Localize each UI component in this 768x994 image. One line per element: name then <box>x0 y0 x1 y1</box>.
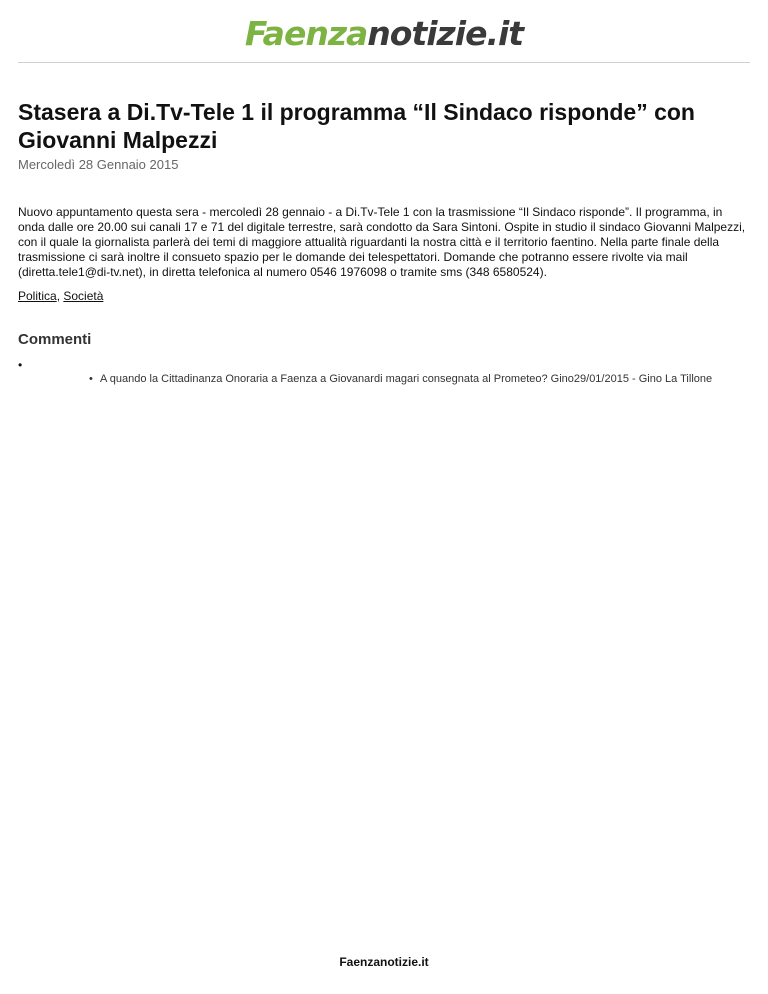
article-tags <box>18 289 103 304</box>
tag-separator: , <box>56 289 64 303</box>
article-title: Stasera a Di.Tv-Tele 1 il programma “Il Sindaco risponde” con Giovanni Malpezzi <box>18 99 695 153</box>
article-date: Mercoledì 28 Gennaio 2015 <box>18 157 179 172</box>
footer-site-name: Faenzanotizie.it <box>339 955 429 969</box>
comments-heading: Commenti <box>18 331 92 348</box>
logo-text-faenza: Faenza <box>244 14 368 53</box>
site-logo[interactable] <box>245 14 523 54</box>
masthead <box>18 0 750 63</box>
tag-link-politica[interactable]: Politica <box>18 289 57 303</box>
logo-text-notizie: notizie.it <box>367 14 524 53</box>
article-body: Nuovo appuntamento questa sera - mercoledì 28 gennaio - a Di.Tv-Tele 1 con la trasmissione “Il Sindaco risponde”. Il programma, in onda dalle ore 20.00 sui canali 17 e 71 del digitale terrestre, sarà condotto da Sara Sintoni. Ospite in studio il sindaco Giovanni Malpezzi, con il quale la giornalista parlerà dei temi di maggiore attualità riguardanti la nostra città e il territorio faentino. Nella parte finale della trasmissione ci sarà inoltre il consueto spazio per le domande dei telespettatori. Domande che potranno essere rivolte via mail (diretta.tele1@di-tv.net), in diretta telefonica al numero 0546 1976098 o tramite sms (348 6580524). <box>18 205 746 279</box>
tag-link-societa[interactable]: Società <box>63 289 104 303</box>
comment-replies <box>88 372 728 387</box>
bullet-icon: • <box>18 358 23 372</box>
comment-item: • A quando la Cittadinanza Onoraria a Faenza a Giovanardi magari consegnata al Prometeo? Gino29/01/2015 - Gino La Tillone <box>88 372 728 387</box>
